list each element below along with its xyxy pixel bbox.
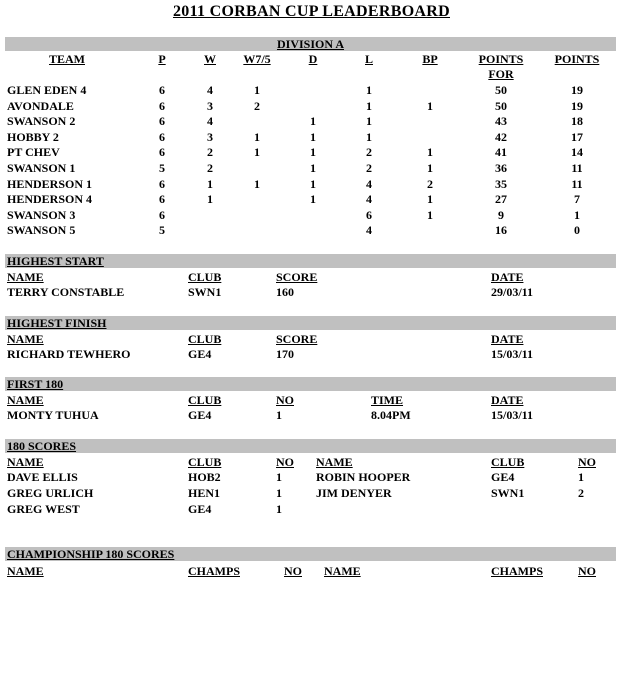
ch-header-name-left: NAME <box>7 564 44 578</box>
first-180-bar <box>5 377 616 391</box>
count: 1 <box>276 486 282 500</box>
d-cell: 1 <box>310 177 316 191</box>
header-w75: W7/5 <box>243 52 271 66</box>
hf-header-score: SCORE <box>276 332 318 346</box>
hs-score: 160 <box>276 285 294 299</box>
header-team: TEAM <box>49 52 85 66</box>
ch-header-no-right: NO <box>578 564 596 578</box>
points-cell: 0 <box>574 223 580 237</box>
hs-header-club: CLUB <box>188 270 222 284</box>
l-cell: 4 <box>366 177 372 191</box>
player-name: GREG URLICH <box>7 486 94 500</box>
w-cell: 3 <box>207 99 213 113</box>
player-name: JIM DENYER <box>316 486 392 500</box>
header-d: D <box>308 52 318 66</box>
points-for-cell: 50 <box>495 83 507 97</box>
championship-bar <box>5 547 616 561</box>
d-cell: 1 <box>310 161 316 175</box>
p-cell: 6 <box>159 114 165 128</box>
player-name: DAVE ELLIS <box>7 470 78 484</box>
player-name: GREG WEST <box>7 502 80 516</box>
club-code: GE4 <box>491 470 515 484</box>
w-cell: 4 <box>207 114 213 128</box>
points-cell: 17 <box>571 130 583 144</box>
team-cell: HENDERSON 4 <box>7 192 93 206</box>
first-180-label: FIRST 180 <box>7 377 64 391</box>
highest-finish-bar <box>5 316 616 330</box>
hf-header-date: DATE <box>491 332 524 346</box>
ch-header-champs-left: CHAMPS <box>188 564 240 578</box>
points-cell: 18 <box>571 114 583 128</box>
ch-header-name-right: NAME <box>324 564 361 578</box>
hf-header-club: CLUB <box>188 332 222 346</box>
club-code: HOB2 <box>188 470 221 484</box>
f180-club: GE4 <box>188 408 212 422</box>
hs-name: TERRY CONSTABLE <box>7 285 125 299</box>
l-cell: 6 <box>366 208 372 222</box>
points-for-cell: 43 <box>495 114 507 128</box>
f180-header-club: CLUB <box>188 393 222 407</box>
count: 1 <box>276 470 282 484</box>
f180-no: 1 <box>276 408 282 422</box>
p-cell: 6 <box>159 145 165 159</box>
team-cell: SWANSON 5 <box>7 223 76 237</box>
count: 2 <box>578 486 584 500</box>
points-cell: 11 <box>571 161 583 175</box>
w75-cell: 2 <box>254 99 260 113</box>
p-cell: 6 <box>159 130 165 144</box>
l-cell: 1 <box>366 83 372 97</box>
p-cell: 5 <box>159 223 165 237</box>
s180-header-club-left: CLUB <box>188 455 222 469</box>
points-for-cell: 35 <box>495 177 507 191</box>
scores-180-bar <box>5 439 616 453</box>
f180-header-time: TIME <box>371 393 404 407</box>
count: 1 <box>578 470 584 484</box>
header-points-for: POINTS FOR <box>478 52 524 81</box>
s180-header-no-left: NO <box>276 455 294 469</box>
l-cell: 4 <box>366 192 372 206</box>
l-cell: 1 <box>366 99 372 113</box>
p-cell: 6 <box>159 99 165 113</box>
team-cell: HENDERSON 1 <box>7 177 93 191</box>
count: 1 <box>276 502 282 516</box>
p-cell: 6 <box>159 177 165 191</box>
division-bar <box>5 37 616 51</box>
p-cell: 6 <box>159 192 165 206</box>
hs-date: 29/03/11 <box>491 285 534 299</box>
w-cell: 1 <box>207 192 213 206</box>
d-cell: 1 <box>310 192 316 206</box>
points-for-cell: 42 <box>495 130 507 144</box>
points-for-cell: 36 <box>495 161 507 175</box>
points-for-cell: 41 <box>495 145 507 159</box>
team-cell: PT CHEV <box>7 145 60 159</box>
page-title: 2011 CORBAN CUP LEADERBOARD <box>172 3 450 20</box>
ch-header-no-left: NO <box>284 564 302 578</box>
points-cell: 19 <box>571 99 583 113</box>
bp-cell: 1 <box>427 145 433 159</box>
bp-cell: 2 <box>427 177 433 191</box>
club-code: SWN1 <box>491 486 525 500</box>
w-cell: 1 <box>207 177 213 191</box>
s180-header-name-right: NAME <box>316 455 353 469</box>
ch-header-champs-right: CHAMPS <box>491 564 543 578</box>
header-bp: BP <box>422 52 438 66</box>
club-code: HEN1 <box>188 486 221 500</box>
w75-cell: 1 <box>254 130 260 144</box>
hf-date: 15/03/11 <box>491 347 534 361</box>
highest-start-bar <box>5 254 616 268</box>
l-cell: 1 <box>366 114 372 128</box>
bp-cell: 1 <box>427 208 433 222</box>
highest-finish-label: HIGHEST FINISH <box>7 316 107 330</box>
p-cell: 5 <box>159 161 165 175</box>
team-cell: SWANSON 2 <box>7 114 76 128</box>
f180-header-no: NO <box>276 393 294 407</box>
header-points: POINTS <box>554 52 600 66</box>
l-cell: 1 <box>366 130 372 144</box>
team-cell: SWANSON 3 <box>7 208 76 222</box>
f180-time: 8.04PM <box>371 408 411 422</box>
p-cell: 6 <box>159 208 165 222</box>
bp-cell: 1 <box>427 161 433 175</box>
points-cell: 19 <box>571 83 583 97</box>
player-name: ROBIN HOOPER <box>316 470 411 484</box>
w-cell: 2 <box>207 161 213 175</box>
points-for-cell: 50 <box>495 99 507 113</box>
w75-cell: 1 <box>254 177 260 191</box>
w-cell: 2 <box>207 145 213 159</box>
bp-cell: 1 <box>427 192 433 206</box>
highest-start-label: HIGHEST START <box>7 254 104 268</box>
s180-header-name-left: NAME <box>7 455 44 469</box>
l-cell: 2 <box>366 161 372 175</box>
hf-name: RICHARD TEWHERO <box>7 347 131 361</box>
w-cell: 4 <box>207 83 213 97</box>
d-cell: 1 <box>310 145 316 159</box>
points-cell: 1 <box>574 208 580 222</box>
w75-cell: 1 <box>254 145 260 159</box>
header-w: W <box>204 52 216 66</box>
bp-cell: 1 <box>427 99 433 113</box>
hf-club: GE4 <box>188 347 212 361</box>
f180-date: 15/03/11 <box>491 408 534 422</box>
l-cell: 2 <box>366 145 372 159</box>
hs-club: SWN1 <box>188 285 222 299</box>
d-cell: 1 <box>310 114 316 128</box>
l-cell: 4 <box>366 223 372 237</box>
header-l: L <box>364 52 374 66</box>
w-cell: 3 <box>207 130 213 144</box>
points-cell: 11 <box>571 177 583 191</box>
club-code: GE4 <box>188 502 212 516</box>
points-for-cell: 16 <box>495 223 507 237</box>
team-cell: HOBBY 2 <box>7 130 59 144</box>
points-for-cell: 27 <box>495 192 507 206</box>
s180-header-club-right: CLUB <box>491 455 525 469</box>
championship-label: CHAMPIONSHIP 180 SCORES <box>7 547 175 561</box>
team-cell: AVONDALE <box>7 99 74 113</box>
points-cell: 14 <box>571 145 583 159</box>
hs-header-date: DATE <box>491 270 524 284</box>
hf-score: 170 <box>276 347 294 361</box>
points-cell: 7 <box>574 192 580 206</box>
team-cell: SWANSON 1 <box>7 161 76 175</box>
d-cell: 1 <box>310 130 316 144</box>
hs-header-name: NAME <box>7 270 44 284</box>
f180-header-date: DATE <box>491 393 524 407</box>
header-p: P <box>158 52 166 66</box>
f180-header-name: NAME <box>7 393 44 407</box>
w75-cell: 1 <box>254 83 260 97</box>
division-label: DIVISION A <box>276 37 345 51</box>
team-cell: GLEN EDEN 4 <box>7 83 87 97</box>
hs-header-score: SCORE <box>276 270 318 284</box>
p-cell: 6 <box>159 83 165 97</box>
s180-header-no-right: NO <box>578 455 596 469</box>
points-for-cell: 9 <box>498 208 504 222</box>
hf-header-name: NAME <box>7 332 44 346</box>
f180-name: MONTY TUHUA <box>7 408 99 422</box>
scores-180-label: 180 SCORES <box>7 439 77 453</box>
